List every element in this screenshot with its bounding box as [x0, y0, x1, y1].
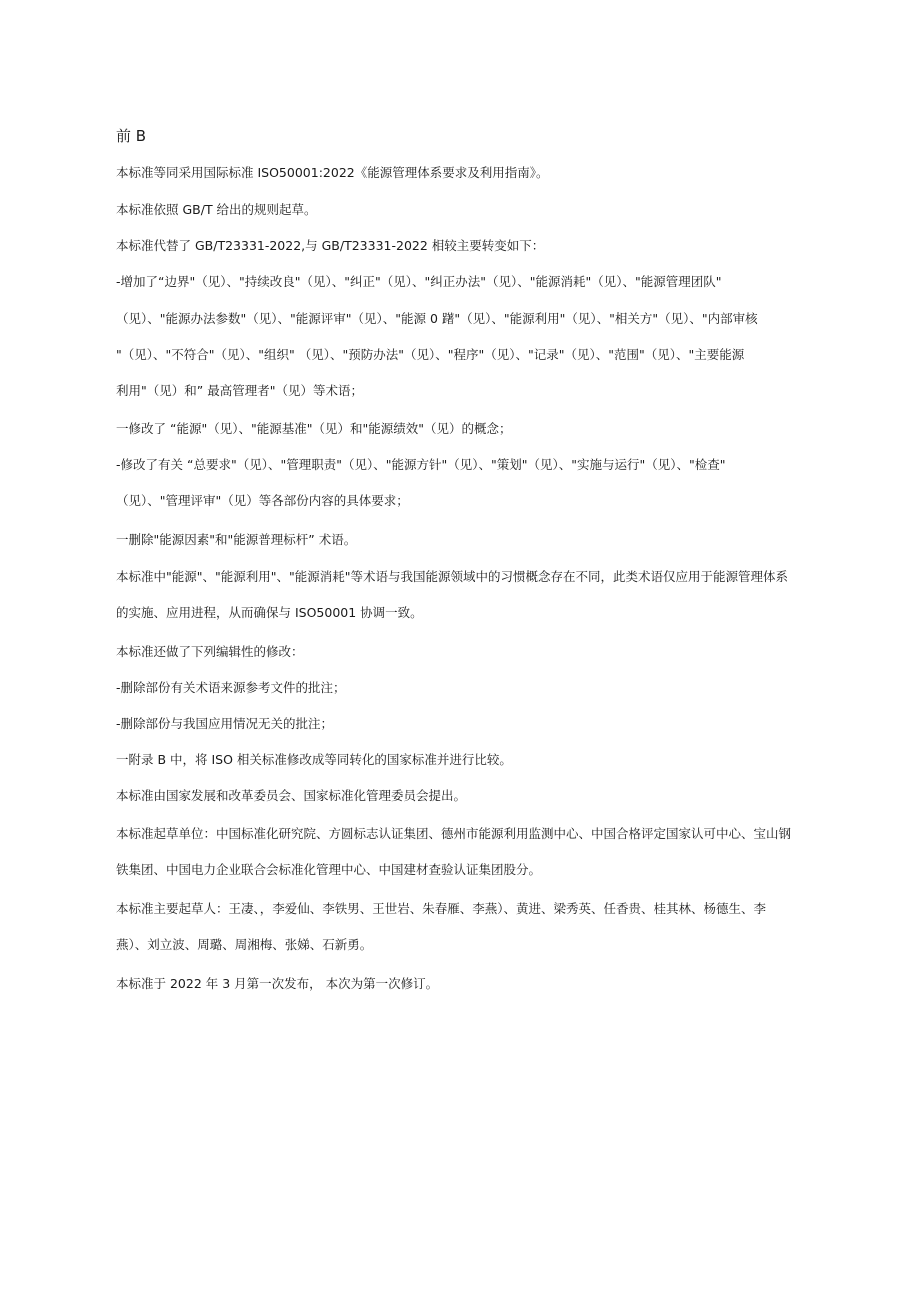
paragraph-terminology-note: 本标准中"能源"、"能源利用"、"能源消耗"等术语与我国能源领域中的习惯概念存在不同，此类术语仅应用于能源管理体系 — [116, 569, 788, 584]
list-item-editorial-3: 一附录 B 中，将 ISO 相关标准修改成等同转化的国家标准并进行比较。 — [116, 752, 512, 767]
paragraph-editorial-changes: 本标准还做了下列编辑性的修改： — [116, 644, 304, 659]
list-item-modified-requirements-cont: （见）、"管理评审"（见）等各部份内容的具体要求； — [116, 493, 409, 508]
list-item-added-terms-cont: （见）、"能源办法参数"（见）、"能源评审"（见）、"能源 0 躇"（见）、"能源利用"（见）、"相关方"（见）、"内部审核 — [116, 311, 758, 326]
list-item-editorial-1: -删除部份有关术语来源参考文件的批注； — [116, 680, 346, 695]
list-item-added-terms: -增加了“边界"（见）、"持续改良"（见）、"纠正"（见）、"纠正办法"（见）、"能源消耗"（见）、"能源管理团队" — [116, 274, 722, 289]
document-heading: 前 B — [116, 127, 147, 145]
paragraph-terminology-note-cont: 的实施、应用进程，从而确保与 ISO50001 协调一致。 — [116, 605, 423, 620]
list-item-added-terms-cont: 利用"（见）和” 最高管理者"（见）等术语； — [116, 383, 363, 398]
paragraph-replaces: 本标准代替了 GB/T23331-2022,与 GB/T23331-2022 相较主要转变如下： — [116, 238, 545, 253]
list-item-editorial-2: -删除部份与我国应用情况无关的批注； — [116, 716, 334, 731]
list-item-modified-requirements: -修改了有关 “总要求"（见）、"管理职责"（见）、"能源方针"（见）、"策划"（见）、"实施与运行"（见）、"检查" — [116, 457, 726, 472]
paragraph-drafters: 本标准主要起草人：王凄、，李爱仙、李铁男、王世岩、朱春雁、李燕）、黄进、梁秀英、任香贵、桂其林、杨德生、李 — [116, 901, 767, 916]
list-item-deleted-terms: 一删除"能源因素"和"能源普理标杆” 术语。 — [116, 532, 357, 547]
paragraph-adoption: 本标准等同采用国际标准 ISO50001:2022《能源管理体系要求及利用指南》。 — [116, 165, 549, 180]
paragraph-proposed-by: 本标准由国家发展和改革委员会、国家标准化管理委员会提出。 — [116, 788, 467, 803]
list-item-modified-concepts: 一修改了 “能源"（见）、"能源基准"（见）和"能源绩效"（见）的概念； — [116, 421, 512, 436]
paragraph-drafters-cont: 燕）、刘立波、周璐、周湘梅、张娣、石新勇。 — [116, 937, 373, 952]
paragraph-drafting-rules: 本标准依照 GB/T 给出的规则起草。 — [116, 202, 317, 217]
paragraph-drafting-units: 本标准起草单位：中国标准化研究院、方圆标志认证集团、德州市能源利用监测中心、中国合格评定国家认可中心、宝山钢 — [116, 826, 792, 841]
list-item-added-terms-cont: "（见）、"不符合"（见）、"组织" （见）、"预防办法"（见）、"程序"（见）、"记录"（见）、"范围"（见）、"主要能源 — [116, 347, 745, 362]
paragraph-release-history: 本标准于 2022 年 3 月第一次发布， 本次为第一次修订。 — [116, 976, 439, 991]
paragraph-drafting-units-cont: 铁集团、中国电力企业联合会标准化管理中心、中国建材查验认证集团股分。 — [116, 862, 542, 877]
